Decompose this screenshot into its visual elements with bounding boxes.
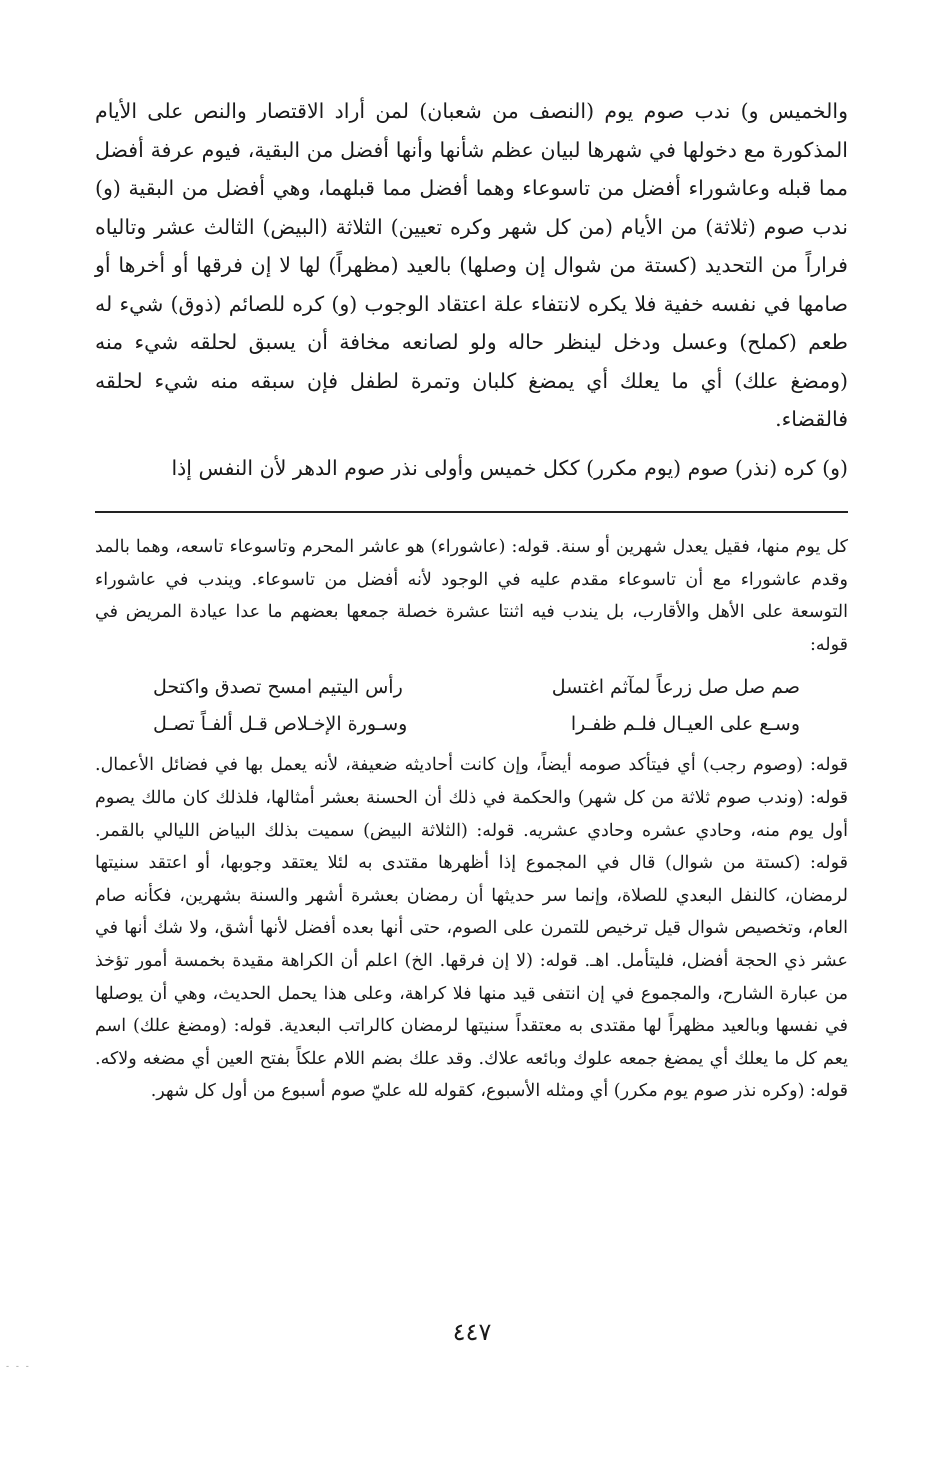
- verse-second-hemistich: وسـورة الإخـلاص قـل ألفـاً تصـل: [153, 713, 408, 736]
- verse-second-hemistich: رأس اليتيم امسح تصدق واكتحل: [153, 676, 403, 699]
- main-paragraph: والخميس و) ندب صوم يوم (النصف من شعبان) لمن أراد الاقتصار والنص على الأيام المذكورة مع دخولها في شهرها لبيان عظم شأنها وأنها أفضل من البقية، فيوم عرفة أفضل مما قبله وعاشوراء أفضل من تاسوعاء وهما أفضل مما قبلهما، وهي أفضل من البقية (و) ندب صوم (ثلاثة) من الأيام (من كل شهر وكره تعيين) الثلاثة (البيض) الثالث عشر وتالياه فراراً من التحديد (كستة من شوال إن وصلها) بالعيد (مظهراً) لها لا إن فرقها أو أخرها أو صامها في نفسه خفية فلا يكره لانتفاء علة اعتقاد الوجوب (و) كره للصائم (ذوق) شيء له طعم (كملح) وعسل ودخل لينظر حاله ولو لصانعه مخافة أن يسبق لحلقه شيء منه (ومضغ علك) أي ما يعلك أي يمضغ كلبان وتمرة لطفل فإن سبقه منه شيء لحلقه فالقضاء.: [95, 99, 848, 431]
- footnote-separator: [95, 511, 848, 513]
- page-number: ٤٤٧: [452, 1318, 492, 1346]
- poem: [95, 669, 848, 743]
- poem-verse: [95, 706, 848, 743]
- footnote-paragraph: قوله: (وصوم رجب) أي فيتأكد صومه أيضاً، وإن كانت أحاديثه ضعيفة، لأنه يعمل بها في فضائل الأعمال. قوله: (وندب صوم ثلاثة من كل شهر) والحكمة في ذلك أن الحسنة بعشر أمثالها، فلذلك كان مالك يصوم أول يوم منه، وحادي عشره وحادي عشريه. قوله: (الثلاثة البيض) سميت بذلك البياض الليالي بالقمر. قوله: (كستة من شوال) قال في المجموع إذا أظهرها مقتدى به لئلا يعتقد وجوبها، أو اعتقد سنيتها لرمضان، كالنفل البعدي للصلاة، وإنما سر حديثها أن رمضان بعشرة أشهر والسنة بشهرين، فكأنه صام العام، وتخصيص شوال قيل ترخيص للتمرن على الصوم، حتى أنها بعده أفضل لأنها أشق، ولا شك أنها في عشر ذي الحجة أفضل، فليتأمل. اهـ. قوله: (لا إن فرقها. الخ) اعلم أن الكراهة مقيدة بخمسة أمور تؤخذ من عبارة الشارح، والمجموع في إن انتفى قيد منها فلا كراهة، وعلى هذا يحمل الحديث، وهي أن يوصلها في نفسها وبالعيد مظهراً لها مقتدى به معتقداً سنيتها لرمضان كالراتب البعدية. قوله: (ومضغ علك) اسم يعم كل ما يعلك أي يمضغ جمعه علوك وبائعه علاك. وقد علك بضم اللام علكاً بفتح العين أي مضغه ولاكه. قوله: (وكره نذر صوم يوم مكرر) أي ومثله الأسبوع، كقوله لله عليّ صوم أسبوع من أول كل شهر.: [95, 755, 848, 1102]
- main-paragraph: (و) كره (نذر) صوم (يوم مكرر) ككل خميس وأولى نذر صوم الدهر لأن النفس إذا: [171, 455, 848, 480]
- main-text: [95, 92, 848, 487]
- footnote-paragraph: كل يوم منها، فقيل يعدل شهرين أو سنة. قوله: (عاشوراء) هو عاشر المحرم وتاسوعاء تاسعه، وهما بالمد وقدم عاشوراء مع أن تاسوعاء مقدم عليه في الوجود لأنه أفضل من تاسوعاء. ويندب في عاشوراء التوسعة على الأهل والأقارب، بل يندب فيه اثنتا عشرة خصلة جمعها بعضهم ما عدا عيادة المريض في قوله:: [95, 537, 848, 655]
- poem-verse: [95, 669, 848, 706]
- verse-first-hemistich: وسـع على العيـال فلـم ظفـرا: [570, 713, 800, 736]
- corner-mark: - - -: [6, 1362, 31, 1372]
- verse-first-hemistich: صم صل صل زرعاً لمآثم اغتسل: [551, 676, 800, 699]
- footnotes: [95, 531, 848, 1108]
- page-content: [95, 92, 848, 1108]
